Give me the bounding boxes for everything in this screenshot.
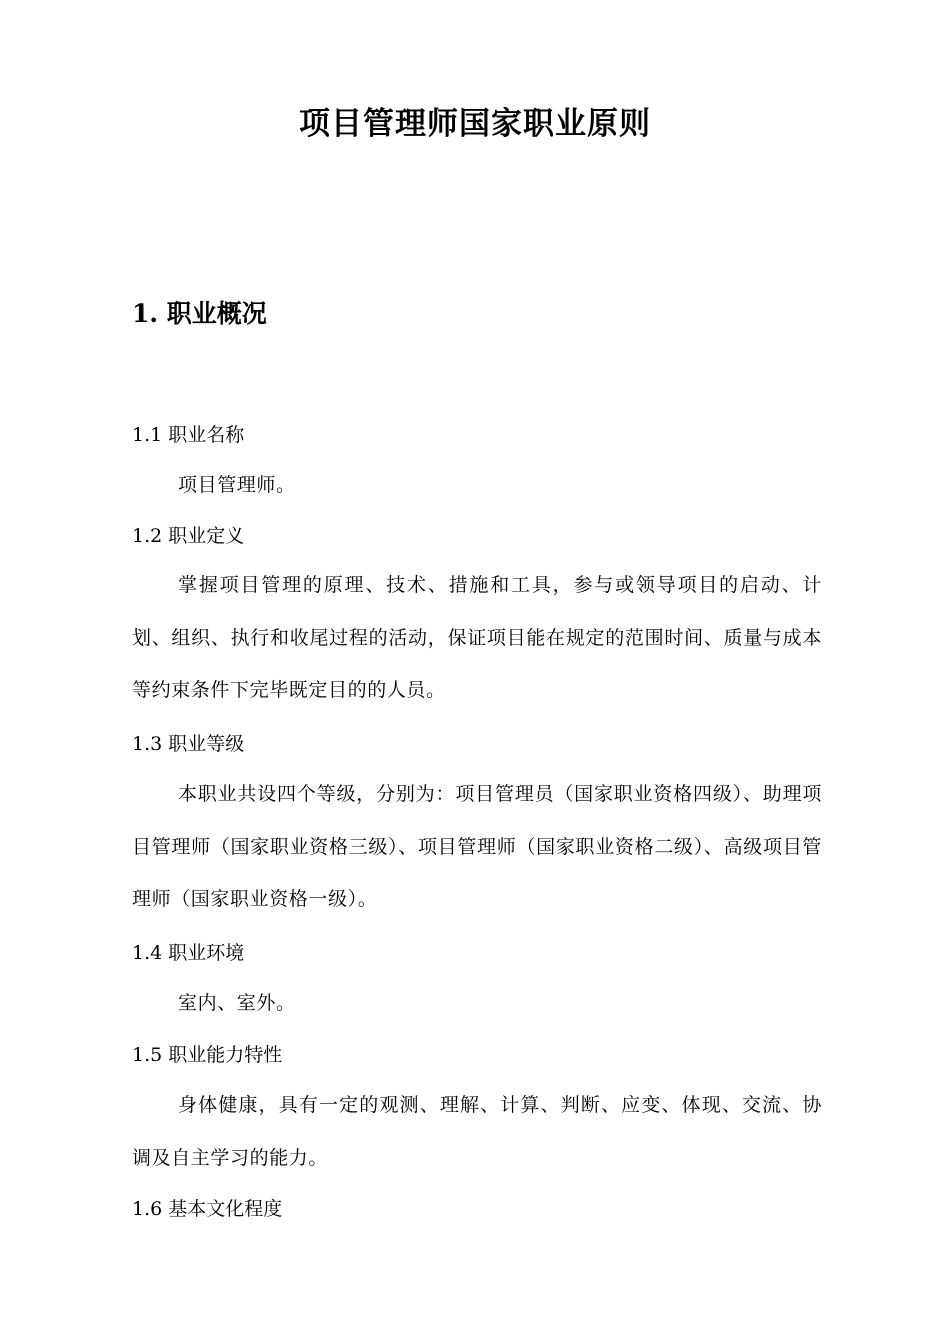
subsection-heading-1-1: 1.1 职业名称 bbox=[132, 424, 245, 446]
document-title: 项目管理师国家职业原则 bbox=[299, 106, 651, 142]
subsection-body-1-3: 本职业共设四个等级，分别为：项目管理员（国家职业资格四级）、助理项目管理师（国家职业资格三级）、项目管理师（国家职业资格二级）、高级项目管理师（国家职业资格一级）。 bbox=[132, 783, 822, 910]
subsection-heading-1-4: 1.4 职业环境 bbox=[132, 942, 245, 964]
subsection-body-1-2: 掌握项目管理的原理、技术、措施和工具，参与或领导项目的启动、计划、组织、执行和收尾过程的活动，保证项目能在规定的范围时间、质量与成本等约束条件下完毕既定目的的人员。 bbox=[132, 574, 822, 701]
subsection-heading-1-3: 1.3 职业等级 bbox=[132, 733, 245, 755]
subsection-body-1-5: 身体健康，具有一定的观测、理解、计算、判断、应变、体现、交流、协调及自主学习的能力。 bbox=[132, 1094, 822, 1169]
subsection-body-1-4: 室内、室外。 bbox=[178, 992, 296, 1014]
subsection-heading-1-2: 1.2 职业定义 bbox=[132, 525, 245, 547]
subsection-heading-1-6: 1.6 基本文化程度 bbox=[132, 1198, 283, 1220]
section-heading: 1. 职业概况 bbox=[132, 299, 267, 328]
subsection-heading-1-5: 1.5 职业能力特性 bbox=[132, 1044, 283, 1066]
subsection-body-1-1: 项目管理师。 bbox=[178, 474, 296, 496]
